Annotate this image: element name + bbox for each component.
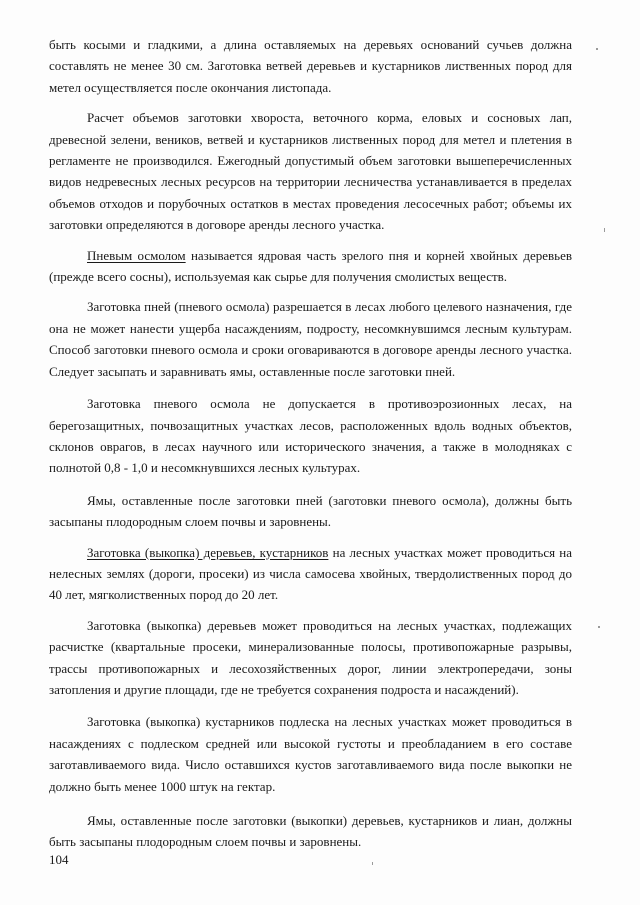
- paragraph-5: [49, 393, 572, 479]
- term-pnevoy-osmol: Пневым осмолом: [87, 247, 186, 263]
- document-body: [49, 34, 572, 853]
- paragraph-2: [49, 107, 572, 235]
- paragraph-1: [49, 34, 572, 98]
- scan-speck: [598, 626, 600, 628]
- scan-speck: [372, 862, 373, 865]
- paragraph-3: [49, 245, 572, 288]
- paragraph-9: [49, 711, 572, 797]
- paragraph-5-text: Заготовка пневого осмола не допускается в противоэрозионных лесах, на берегозащитных, почвозащитных участках лесов, расположенных вдоль водных объектов, склонов оврагов, в лесах научного или исторического значения, а также в молодняках с полнотой 0,8 - 1,0 и несомкнувшихся лесных культурах.: [49, 396, 572, 476]
- paragraph-4: [49, 296, 572, 382]
- page-number: 104: [49, 852, 69, 867]
- scan-speck: [596, 48, 598, 50]
- paragraph-10-text: Ямы, оставленные после заготовки (выкопки) деревьев, кустарников и лиан, должны быть засыпаны плодородным слоем почвы и заровнены.: [49, 813, 572, 850]
- paragraph-8-text: Заготовка (выкопка) деревьев может проводиться на лесных участках, подлежащих расчистке (квартальные просеки, минерализованные полосы, противопожарные разрывы, трассы противопожарных и лесохозяйственных дорог, линии электропередачи, зоны затопления и другие площади, где не требуется сохранения подроста и насаждений).: [49, 617, 572, 697]
- paragraph-2-text: Расчет объемов заготовки хвороста, веточного корма, еловых и сосновых лап, древесной зелени, веников, ветвей и кустарников лиственных пород для метел и плетения в регламенте не производился. Ежегодный допустимый объем заготовки вышеперечисленных видов недревесных лесных ресурсов на территории лесничества устанавливается в пределах объемов отходов и порубочных остатков в местах проведения лесосечных работ; объемы их заготовки определяются в договоре аренды лесного участка.: [49, 110, 572, 233]
- paragraph-1-text: быть косыми и гладкими, а длина оставляемых на деревьях оснований сучьев должна составлять не менее 30 см. Заготовка ветвей деревьев и кустарников лиственных пород для метел осуществляется после окончания листопада.: [49, 37, 572, 95]
- paragraph-3-text: называется ядровая часть зрелого пня и корней хвойных деревьев (прежде всего сосны), используемая как сырье для получения смолистых веществ.: [49, 247, 572, 285]
- paragraph-6-text: Ямы, оставленные после заготовки пней (заготовки пневого осмола), должны быть засыпаны плодородным слоем почвы и заровнены.: [49, 492, 572, 530]
- term-zagotovka-derevyev: Заготовка (выкопка) деревьев, кустарников: [87, 544, 329, 560]
- paragraph-8: [49, 615, 572, 701]
- paragraph-10: [49, 810, 572, 853]
- paragraph-6: [49, 490, 572, 533]
- scan-speck: [604, 228, 605, 232]
- paragraph-7: [49, 542, 572, 606]
- paragraph-7-text: на лесных участках может проводиться на нелесных землях (дороги, просеки) из числа самосева хвойных, твердолиственных пород до 40 лет, мягколиственных пород до 20 лет.: [49, 544, 572, 603]
- paragraph-4-text: Заготовка пней (пневого осмола) разрешается в лесах любого целевого назначения, где она не может нанести ущерба насаждениям, подросту, несомкнувшимся лесным культурам. Способ заготовки пневого осмола и сроки оговариваются в договоре аренды лесного участка. Следует засыпать и заравнивать ямы, оставленные после заготовки пней.: [49, 299, 572, 379]
- paragraph-9-text: Заготовка (выкопка) кустарников подлеска на лесных участках может проводиться в насаждениях с подлеском средней или высокой густоты и преобладанием в его составе заготавливаемого вида. Число оставшихся кустов заготавливаемого вида после выкопки не должно быть менее 1000 штук на гектар.: [49, 714, 572, 794]
